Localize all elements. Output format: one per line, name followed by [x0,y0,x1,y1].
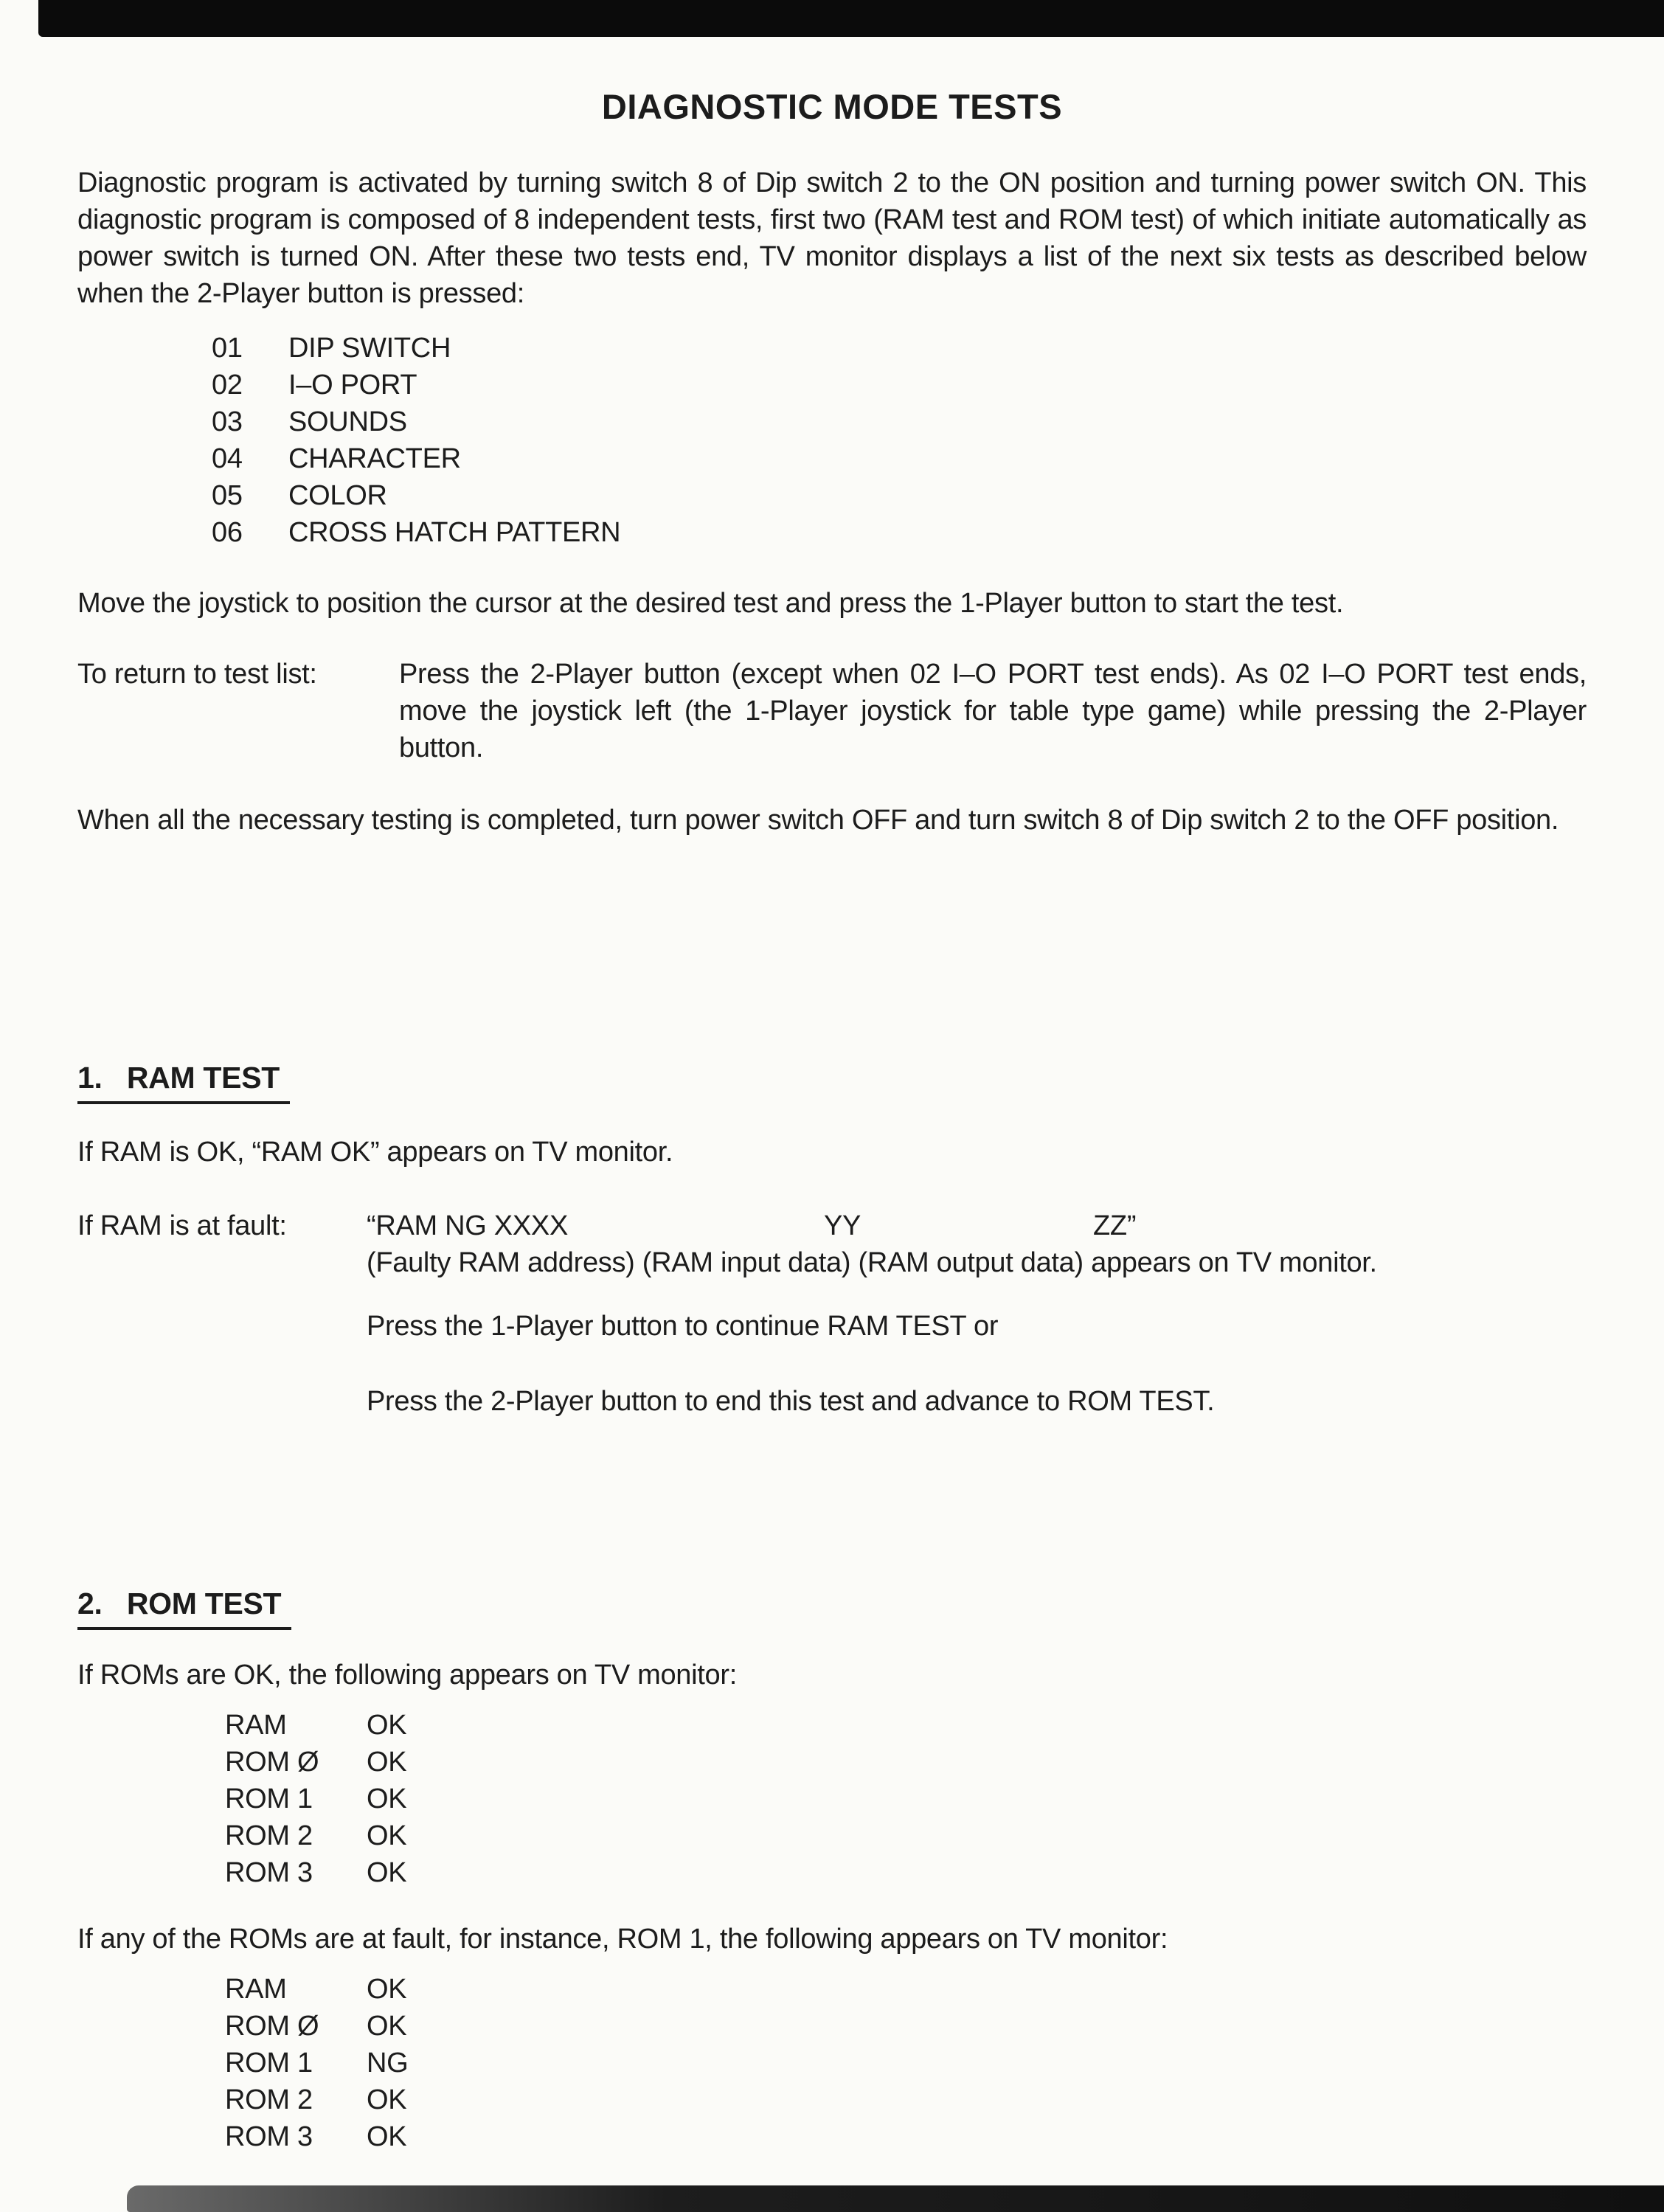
rom-ok-intro: If ROMs are OK, the following appears on TV monitor: [77,1660,737,1691]
rom-status-cell: OK [367,1783,407,1814]
ram-fault-block [77,1207,1587,1420]
rom-fault-table [225,1971,1587,2155]
return-instructions [77,656,1587,766]
rom-table-row [225,1817,1587,1854]
bottom-scan-bar [127,2185,1664,2212]
test-name: CROSS HATCH PATTERN [288,517,621,548]
ram-press1-line: Press the 1-Player button to continue RAM TEST or [367,1311,999,1342]
return-text: Press the 2-Player button (except when 02 I–O PORT test ends). As 02 I–O PORT test ends, move the joystick left (the 1-Player joystick for table type game) while pressing the 2-Player button. [399,659,1587,763]
rom-status-cell: OK [367,1710,407,1741]
test-name: I–O PORT [288,370,417,401]
test-name: COLOR [288,480,387,511]
test-name: CHARACTER [288,443,461,474]
rom-status-cell: OK [367,1820,407,1851]
rom-table-row [225,2045,1587,2081]
rom-fault-intro: If any of the ROMs are at fault, for instance, ROM 1, the following appears on TV monitor: [77,1924,1168,1955]
rom-table-row [225,2081,1587,2118]
rom-status-cell: NG [367,2048,409,2078]
rom-name-cell: ROM 3 [225,2121,313,2152]
ram-test-heading: 1. RAM TEST [77,1060,290,1104]
test-list-item [212,477,1587,514]
test-list-item [212,440,1587,477]
rom-table-row [225,1781,1587,1817]
rom-name-cell: ROM Ø [225,1747,319,1778]
page-content [0,85,1664,2155]
rom-name-cell: ROM 2 [225,2084,313,2115]
test-number: 04 [212,443,243,474]
intro-paragraph: Diagnostic program is activated by turning switch 8 of Dip switch 2 to the ON position and turning power switch ON. This diagnostic program is composed of 8 independent tests, first two (RAM test and ROM test) of which initiate automatically as power switch is turned ON. After these two tests end, TV monitor displays a list of the next six tests as described below when the 2-Player button is pressed: [77,167,1587,309]
rom-name-cell: ROM 3 [225,1857,313,1888]
move-joystick-paragraph: Move the joystick to position the cursor at the desired test and press the 1-Player button to start the test. [77,588,1344,619]
rom-table-row [225,1707,1587,1744]
rom-status-cell: OK [367,1974,407,2005]
ram-input-data-placeholder: YY [824,1210,862,1241]
rom-table-row [225,1744,1587,1781]
ram-fault-body [367,1207,1587,1420]
rom-status-cell: OK [367,2121,407,2152]
test-number: 02 [212,370,243,401]
test-list-item [212,330,1587,367]
rom-table-row [225,2118,1587,2155]
ram-fault-explanation: (Faulty RAM address) (RAM input data) (RAM output data) appears on TV monitor. [367,1247,1377,1278]
test-name: DIP SWITCH [288,333,451,364]
rom-status-cell: OK [367,1857,407,1888]
rom-table-row [225,1854,1587,1891]
rom-name-cell: RAM [225,1974,287,2005]
rom-status-cell: OK [367,2011,407,2042]
rom-test-heading: 2. ROM TEST [77,1586,291,1630]
rom-status-cell: OK [367,2084,407,2115]
completion-paragraph: When all the necessary testing is completed, turn power switch OFF and turn switch 8 of Dip switch 2 to the OFF position. [77,805,1559,836]
top-scan-bar [38,0,1664,37]
ram-ng-text: “RAM NG XXXX [367,1210,568,1241]
test-number: 06 [212,517,243,548]
rom-ok-table [225,1707,1587,1891]
test-list-item [212,367,1587,403]
test-number: 05 [212,480,243,511]
test-number: 03 [212,406,243,437]
test-list-item [212,403,1587,440]
ram-ok-line: If RAM is OK, “RAM OK” appears on TV monitor. [77,1137,673,1168]
rom-name-cell: ROM 1 [225,1783,313,1814]
rom-table-row [225,1971,1587,2008]
rom-table-row [225,2008,1587,2045]
test-number: 01 [212,333,243,364]
ram-output-data-placeholder: ZZ” [1093,1210,1137,1241]
rom-name-cell: RAM [225,1710,287,1741]
ram-fault-display-line [367,1207,1587,1244]
test-list [212,330,1587,551]
ram-press2-line: Press the 2-Player button to end this test and advance to ROM TEST. [367,1386,1215,1417]
page-title: DIAGNOSTIC MODE TESTS [601,87,1063,126]
test-name: SOUNDS [288,406,407,437]
rom-status-cell: OK [367,1747,407,1778]
return-label: To return to test list: [77,659,317,690]
rom-name-cell: ROM 1 [225,2048,313,2078]
rom-name-cell: ROM 2 [225,1820,313,1851]
test-list-item [212,514,1587,551]
ram-fault-label: If RAM is at fault: [77,1210,287,1241]
rom-name-cell: ROM Ø [225,2011,319,2042]
